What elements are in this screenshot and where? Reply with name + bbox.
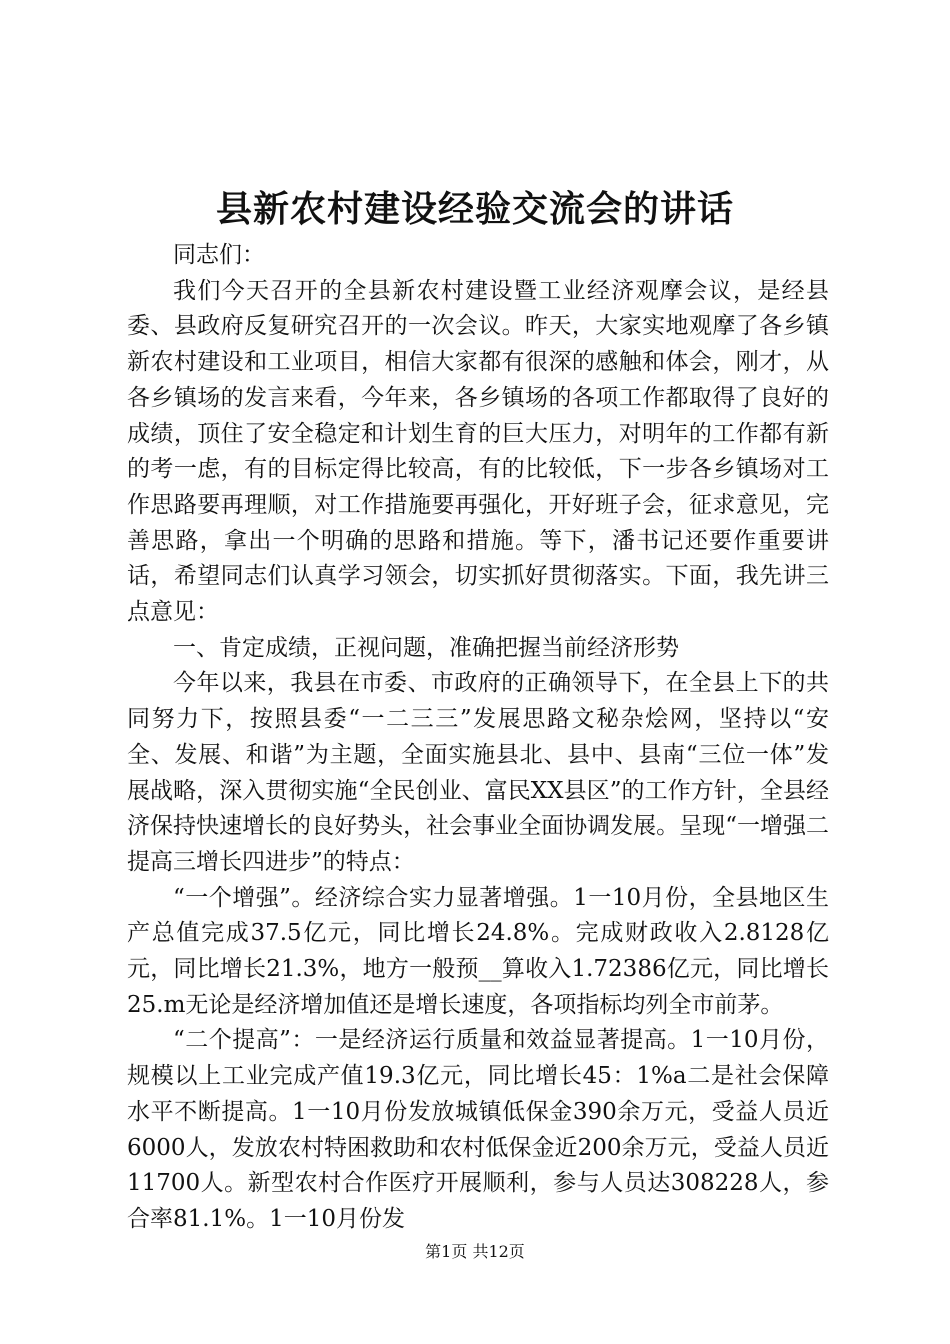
paragraph: “二个提高”：一是经济运行质量和效益显著提高。1一10月份，规模以上工业完成产值19.3亿元，同比增长45：1%a二是社会保障水平不断提高。1一10月份发放城镇低保金390余万元，受益人员近6000人，发放农村特困救助和农村低保金近200余万元，受益人员近11700人。新型农村合作医疗开展顺利，参与人员达308228人，参合率81.1%。1一10月份发: [127, 1027, 829, 1232]
document-body: [127, 238, 829, 1238]
paragraph: “一个增强”。经济综合实力显著增强。1一10月份，全县地区生产总值完成37.5亿元，同比增长24.8%。完成财政收入2.8128亿元，同比增长21.3%，地方一般预__算收入1.72386亿元，同比增长25.m无论是经济增加值还是增长速度，各项指标均列全市前茅。: [127, 884, 829, 1018]
section-heading: 一、肯定成绩，正视问题，准确把握当前经济形势: [173, 634, 679, 661]
paragraph: 今年以来，我县在市委、市政府的正确领导下，在全县上下的共同努力下，按照县委“一二三三”发展思路文秘杂烩网，坚持以“安全、发展、和谐”为主题，全面实施县北、县中、县南“三位一体”发展战略，深入贯彻实施“全民创业、富民XX县区”的工作方针，全县经济保持快速增长的良好势头，社会事业全面协调发展。呈现“一增强二提高三增长四进步”的特点：: [127, 670, 829, 875]
page-footer: 第1页 共12页: [425, 1242, 525, 1261]
salutation: 同志们：: [173, 242, 265, 268]
paragraph-intro: 我们今天召开的全县新农村建设暨工业经济观摩会议，是经县委、县政府反复研究召开的一次会议。昨天，大家实地观摩了各乡镇新农村建设和工业项目，相信大家都有很深的感触和体会，刚才，从各乡镇场的发言来看，今年来，各乡镇场的各项工作都取得了良好的成绩，顶住了安全稳定和计划生育的巨大压力，对明年的工作都有新的考一虑，有的目标定得比较高，有的比较低，下一步各乡镇场对工作思路要再理顺，对工作措施要再强化，开好班子会，征求意见，完善思路，拿出一个明确的思路和措施。等下，潘书记还要作重要讲话，希望同志们认真学习领会，切实抓好贯彻落实。下面，我先讲三点意见：: [127, 277, 829, 626]
document-title: 县新农村建设经验交流会的讲话: [215, 188, 734, 230]
